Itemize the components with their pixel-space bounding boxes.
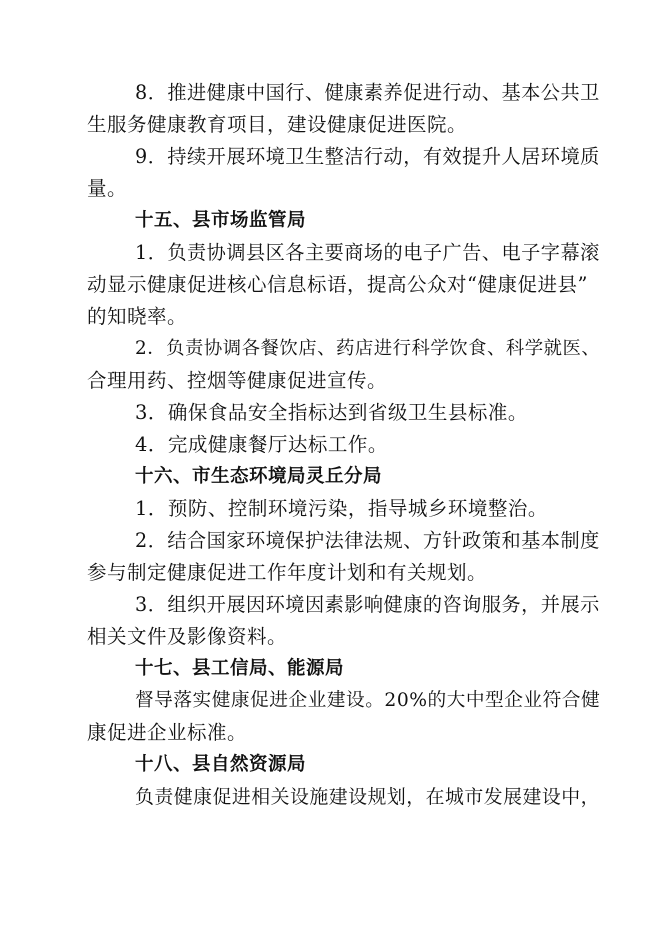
paragraph-line: 康促进企业标准。 [87,721,248,744]
paragraph-line: 1．预防、控制环境污染，指导城乡环境整治。 [135,497,548,520]
section-heading: 十八、县自然资源局 [135,754,307,775]
paragraph-line: 生服务健康教育项目，建设健康促进医院。 [87,113,468,136]
paragraph-line: 动显示健康促进核心信息标语，提高公众对“健康促进县” [87,273,588,296]
paragraph-line: 2．结合国家环境保护法律法规、方针政策和基本制度 [135,529,600,552]
paragraph-line: 相关文件及影像资料。 [87,625,288,648]
paragraph-line: 合理用药、控烟等健康促进宣传。 [87,369,388,392]
section-heading: 十七、县工信局、能源局 [135,658,345,679]
paragraph-line: 2．负责协调各餐饮店、药店进行科学饮食、科学就医、 [135,338,601,359]
paragraph-line: 参与制定健康促进工作年度计划和有关规划。 [87,561,488,584]
paragraph-line: 量。 [87,177,128,200]
section-heading: 十五、县市场监管局 [135,210,307,231]
paragraph-line: 3．组织开展因环境因素影响健康的咨询服务，并展示 [135,593,600,616]
paragraph-line: 督导落实健康促进企业建设。20%的大中型企业符合健 [135,690,601,711]
paragraph-line: 8．推进健康中国行、健康素养促进行动、基本公共卫 [135,81,600,104]
paragraph-line: 负责健康促进相关设施建设规划，在城市发展建设中， [135,786,600,808]
paragraph-line: 1．负责协调县区各主要商场的电子广告、电子字幕滚 [135,241,600,264]
paragraph-line: 9．持续开展环境卫生整洁行动，有效提升人居环境质 [135,145,600,168]
paragraph-line: 3．确保食品安全指标达到省级卫生县标准。 [135,401,528,424]
paragraph-line: 的知晓率。 [87,305,188,328]
paragraph-line: 4．完成健康餐厅达标工作。 [135,433,388,456]
section-heading: 十六、市生态环境局灵丘分局 [135,466,383,487]
